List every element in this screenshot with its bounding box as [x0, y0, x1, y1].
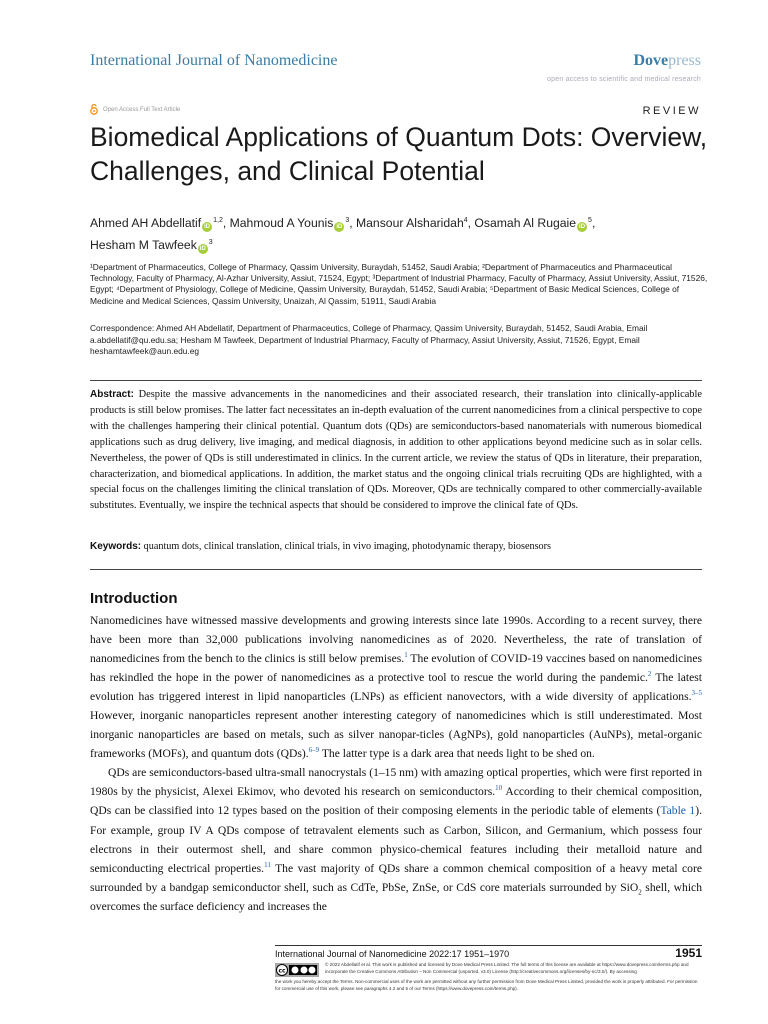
- text-run: According to their chemical composition, QDs can be classified into 12 types based on the position of their composing elements in the periodic table of elements (: [90, 785, 702, 818]
- author[interactable]: [356, 216, 468, 230]
- publisher-suffix: press: [668, 52, 701, 69]
- text-run: QDs are semiconductors-based ultra-small nanocrystals (1–15 nm) with amazing optical properties, which were first reported in 1980s by the physicist, Alexei Ekimov, who devoted his research on semiconductors.: [90, 766, 702, 799]
- publisher-logo[interactable]: [633, 52, 701, 70]
- author-name: Hesham M Tawfeek: [90, 238, 197, 253]
- abstract-label: Abstract:: [90, 389, 134, 400]
- page-number: 1951: [675, 946, 702, 960]
- author-name: Ahmed AH Abdellatif: [90, 216, 202, 231]
- footer-citation: International Journal of Nanomedicine 2022:17 1951–1970: [275, 949, 510, 959]
- author-list: Ahmed AH Abdellatif iD$^{1,2}$, Mahmoud A Younis $iD^3$, Mansour Alsharidah$^4$, Osamah Al Rugaie $iD^5$, Hesham M Tawfeek $iD^3$: [90, 216, 596, 253]
- author-affiliation-marker: 3: [345, 217, 350, 224]
- keywords: [90, 540, 702, 554]
- open-access-label: Open Access Full Text Article: [103, 106, 181, 113]
- orcid-icon[interactable]: iD: [204, 224, 211, 231]
- keywords-text: quantum dots, clinical translation, clinical trials, in vivo imaging, photodynamic therapy, biosensors: [143, 541, 551, 552]
- text-run: The evolution of COVID-19 vaccines based on nanomedicines has rekindled the hope in the power of nanomedicines as a protective tool to rescue the world during the pandemic.: [90, 652, 703, 685]
- cc-by-nc-icon: [275, 963, 319, 977]
- author-affiliation-marker: 5: [588, 217, 592, 224]
- article-title: Biomedical Applications of Quantum Dots: Overview, Challenges, and Clinical Potential: [90, 122, 708, 186]
- text-run: However, inorganic nanoparticles represent another interesting category of nanomedicines which is still underestimated. Most inorganic nanoparticles are based on metals, such as silver nanopar-ticles (AgNPs), gold nanoparticles (AuNPs), metal-organic frameworks (MOFs), and quantum dots (QDs).: [90, 709, 702, 761]
- citation-link[interactable]: 11: [264, 860, 271, 869]
- publisher-main: Dove: [633, 52, 669, 69]
- text-run: Nanomedicines have witnessed massive developments and growing interests since late 1990s. According to a recent survey, there have been more than 32,000 publications involving nanomedicines as of 2020. Nevertheless, the rate of translation of nanomedicines from the bench to the clinics is still below premises.: [90, 614, 702, 666]
- orcid-icon[interactable]: iD: [579, 224, 586, 231]
- paragraph: [90, 611, 702, 763]
- paragraph: [90, 763, 702, 915]
- orcid-icon[interactable]: iD: [199, 246, 206, 253]
- affiliations: ¹Department of Pharmaceutics, College of Pharmacy, Qassim University, Buraydah, 51452, Saudi Arabia; ²Department of Pharmaceutics and Pharmaceutical Technology, Faculty of Pharmacy, Al-Azhar University, Assiut, 71524, Egypt; ³Department of Industrial Pharmacy, Faculty of Pharmacy, Assiut University, Assiut, 71526, Egypt; ⁴Department of Physiology, College of Medicine, Qassim University, Buraydah, 51452, Saudi Arabia; ⁵Department of Basic Medical Sciences, College of Medicine and Medical Sciences, Qassim University, Unaizah, Al Qassim, 51911, Saudi Arabia: [90, 262, 708, 306]
- cc-license-icon[interactable]: [275, 963, 319, 977]
- citation-link[interactable]: 2: [647, 670, 652, 679]
- svg-text:cc: cc: [278, 967, 286, 975]
- text-run: The vast majority of QDs share a common chemical composition of a heavy metal core surrounded by a bandgap semiconductor shell, such as CdTe, PbSe, ZnSe, or CdS core materials surrounded by SiO: [90, 861, 702, 894]
- author-affiliation-marker: 3: [208, 239, 213, 247]
- text-run: The latest evolution has triggered interest in lipid nanoparticles (LNPs) as efficient nanovectors, with a wide diversity of applications.: [90, 671, 702, 704]
- open-access-badge: [90, 104, 180, 115]
- article-type: REVIEW: [642, 105, 701, 117]
- citation-link[interactable]: 6–9: [308, 746, 320, 755]
- citation-link[interactable]: 3–5: [691, 689, 702, 698]
- correspondence: Correspondence: Ahmed AH Abdellatif, Department of Pharmaceutics, College of Pharmacy, Qassim University, Buraydah, 51452, Saudi Arabia, Email a.abdellatif@qu.edu.sa; Hesham M Tawfeek, Department of Industrial Pharmacy, Faculty of Pharmacy, Assiut University, Assiut, 71526, Egypt, Email heshamtawfeek@aun.edu.eg: [90, 323, 648, 357]
- abstract: [90, 387, 702, 514]
- section-heading-introduction: Introduction: [90, 590, 178, 607]
- author-name: Mansour Alsharidah: [356, 216, 464, 231]
- author-name: Mahmoud A Younis: [229, 216, 334, 231]
- citation-link[interactable]: 1: [404, 651, 408, 660]
- abstract-text: Despite the massive advancements in the nanomedicines and their associated research, their translation into clinically-applicable products is still below promises. The latter fact necessitates an in-depth evaluation of the current nanomedicines from a clinical perspective to cope with the challenges hampering their clinical potential. Quantum dots (QDs) are semiconductors-based nanomaterials with numerous biomedical applications such as drug delivery, live imaging, and medical diagnosis, in addition to other applications beyond medicine such as in solar cells. Nevertheless, the power of QDs is still underestimated in clinics. In the current article, we review the status of QDs in literature, their preparation, characterization, and biomedical applications. In addition, the market status and the ongoing clinical trials recruiting QDs are highlighted, with a special focus on the challenges limiting the clinical translation of QDs. Moreover, QDs are technically compared to other commercially-available substitutes. Eventually, we inspire the technical aspects that should be considered to improve the clinical fate of QDs.: [90, 389, 702, 512]
- author[interactable]: [90, 238, 213, 252]
- open-access-icon: [90, 104, 98, 115]
- text-run: shell, which overcomes the surface deficiency and increases the: [90, 880, 702, 913]
- author[interactable]: [230, 216, 350, 230]
- table-link[interactable]: Table 1: [660, 804, 696, 818]
- introduction-body: [90, 611, 702, 916]
- orcid-icon[interactable]: iD: [336, 224, 343, 231]
- author-name: Osamah Al Rugaie: [474, 216, 577, 231]
- keywords-label: Keywords:: [90, 541, 142, 552]
- author[interactable]: [474, 216, 592, 230]
- text-run: The latter type is a dark area that needs light to be shed on.: [319, 747, 595, 761]
- license-text-continued: the work you hereby accept the Terms. Non-commercial uses of the work are permitted without any further permission from Dove Medical Press Limited, provided the work is properly attributed. For permission for commercial use of this work, please see paragraphs 4.2 and 5 of our Terms (https://www.dovepress.com/terms.php).: [275, 979, 698, 991]
- subscript: 2: [638, 887, 642, 896]
- author-affiliation-marker: 4: [463, 217, 468, 224]
- license-text: © 2022 Abdellatif et al. This work is published and licensed by Dove Medical Press Limited. The full terms of this license are available at https://www.dovepress.com/terms.php and incorporate the Creative Commons Attribution – Non Commercial (unported, v3.0) License (http://creativecommons.org/licenses/by-nc/3.0/). By accessing: [325, 962, 689, 974]
- footer-divider: [275, 945, 702, 946]
- citation-link[interactable]: 10: [495, 784, 503, 793]
- author[interactable]: [90, 216, 223, 230]
- journal-name[interactable]: International Journal of Nanomedicine: [90, 52, 338, 69]
- text-run: ). For example, group IV A QDs compose of tetravalent elements such as Carbon, Silicon, and Germanium, which possess four electrons in their outermost shell, and share common physico-chemical features including their metalloid nature and semiconducting electrical properties.: [90, 804, 702, 875]
- author-affiliation-marker: 1,2: [213, 217, 223, 224]
- publisher-tagline: open access to scientific and medical research: [547, 76, 701, 83]
